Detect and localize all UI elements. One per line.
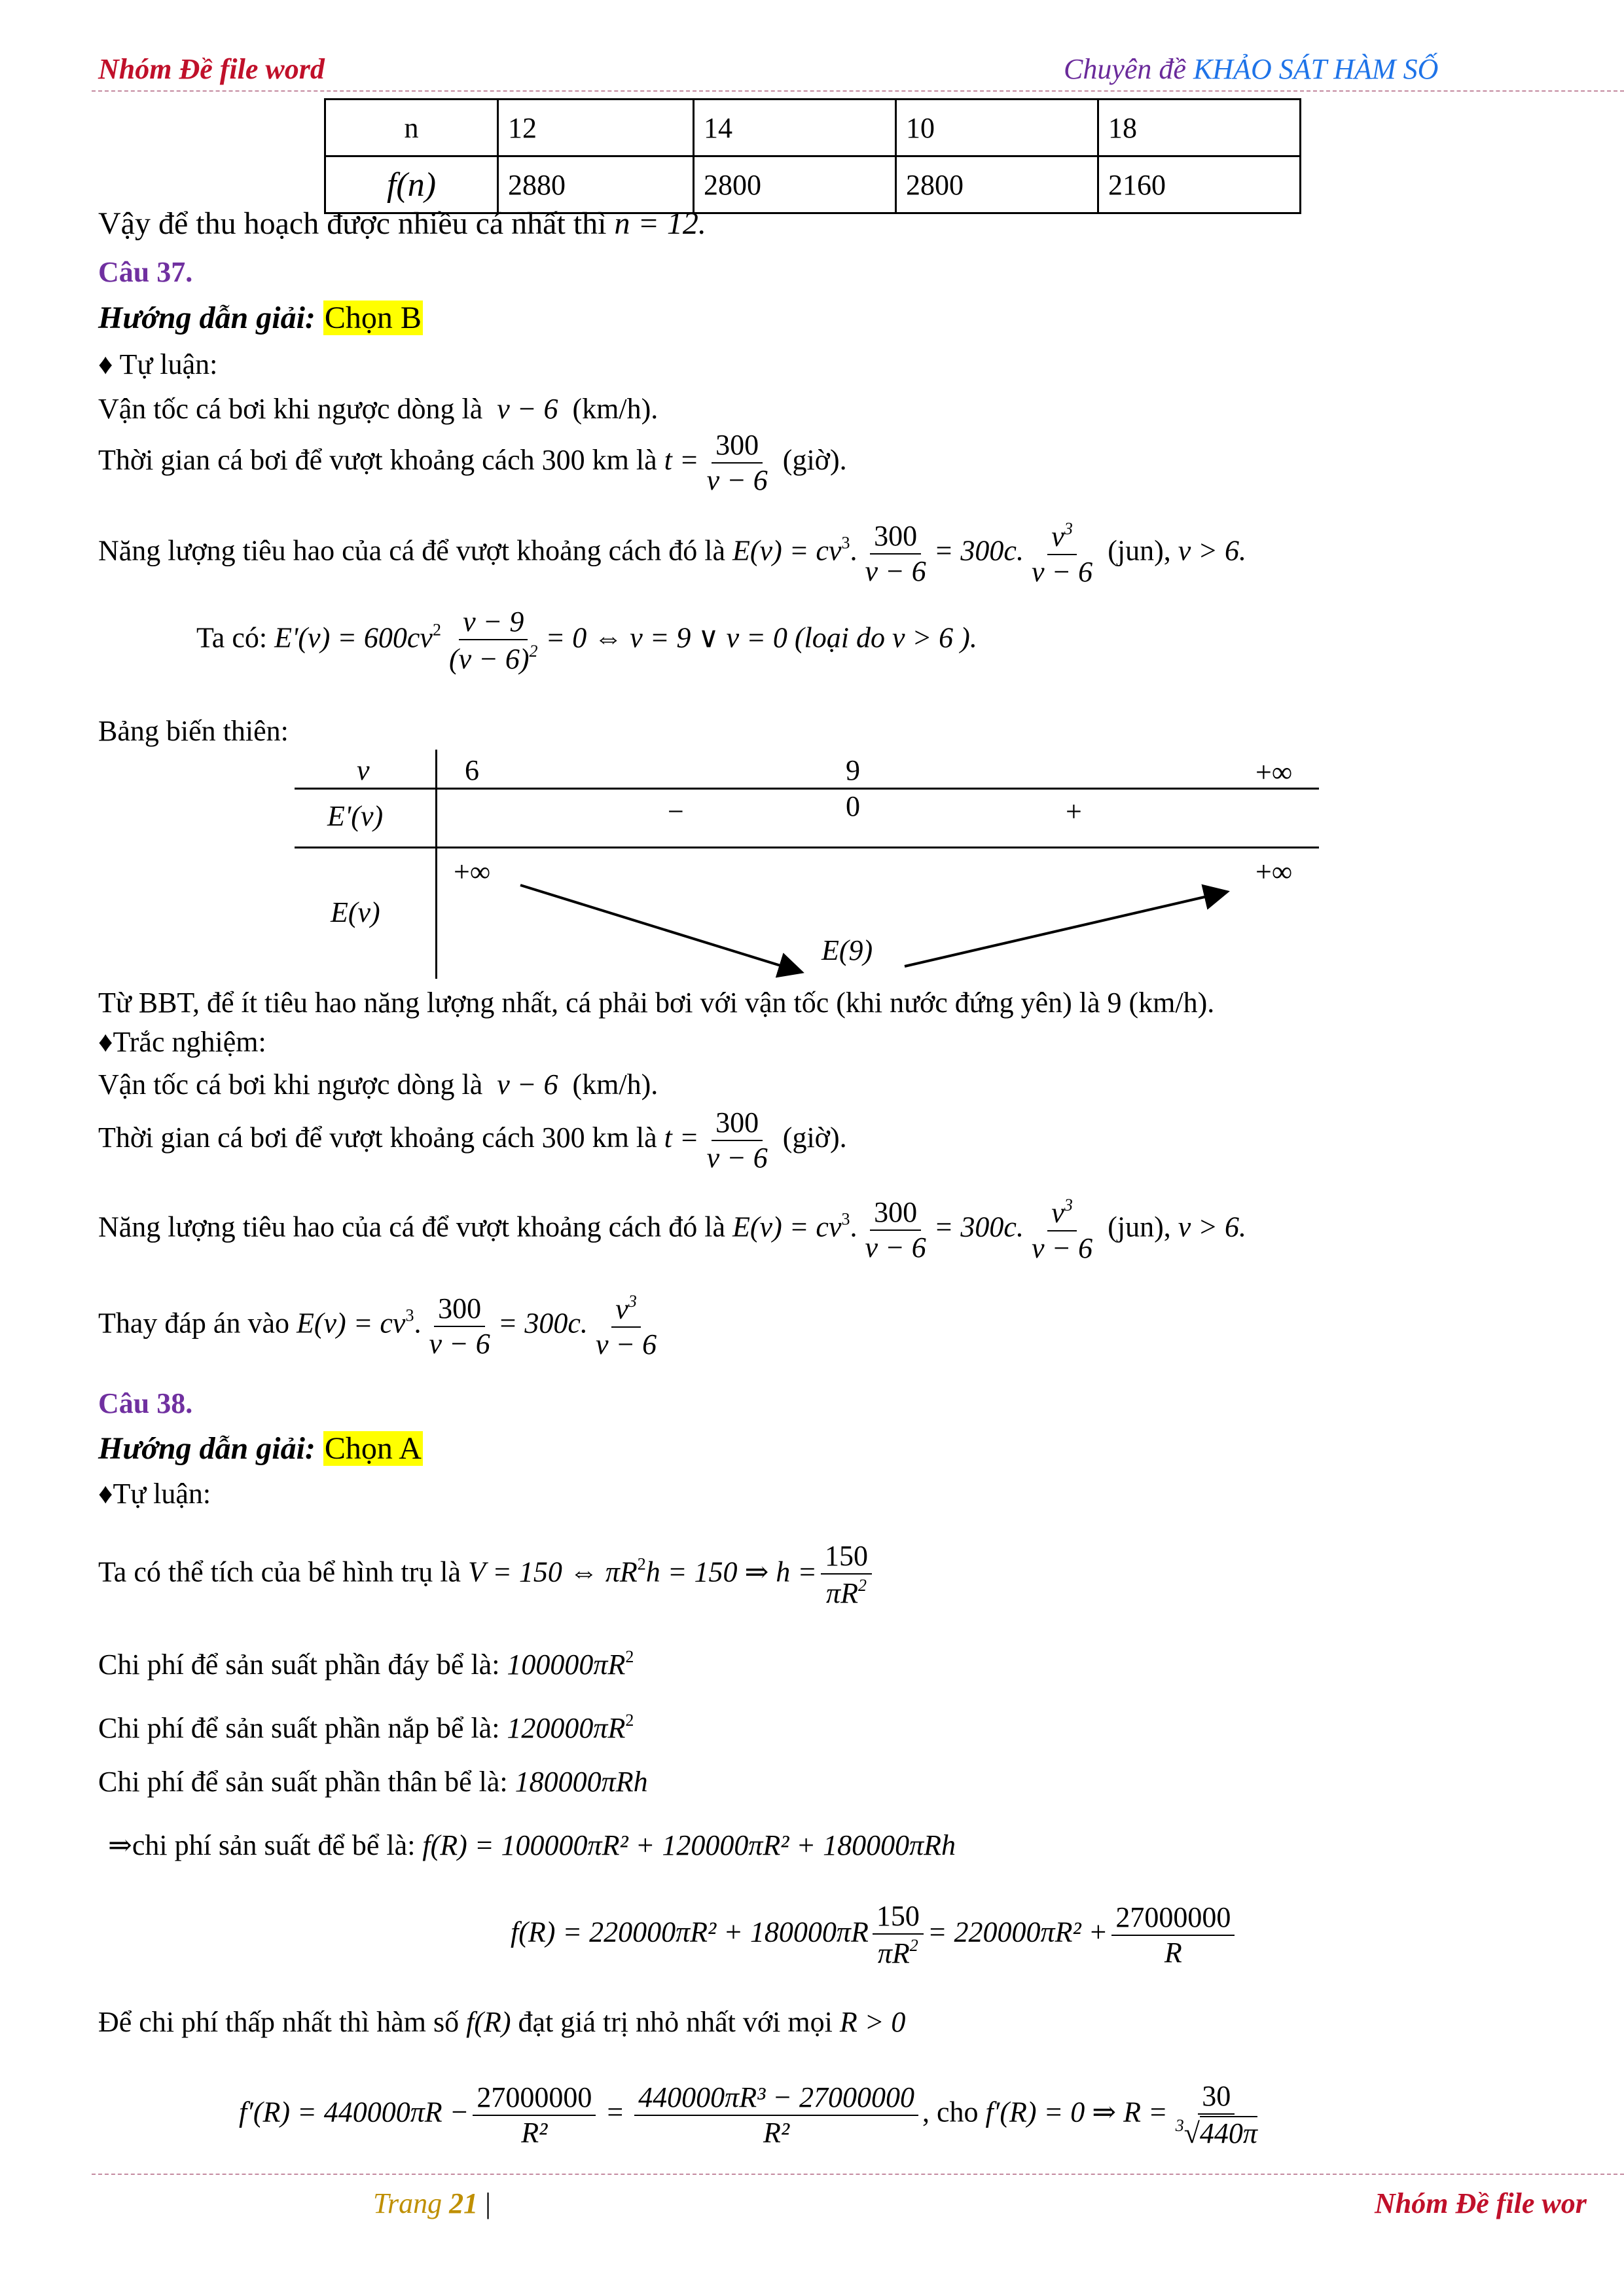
- cost-body-value: 180000πRh: [514, 1766, 648, 1798]
- footer-divider: [92, 2174, 1624, 2175]
- fR-deriv-frac-2: [634, 2083, 918, 2147]
- volume-math-2: h = 150 ⇒ h =: [645, 1556, 817, 1588]
- table-cell: 2800: [896, 156, 1098, 213]
- substitute-line: Thay đáp án vào $E(v) = cv^3$. $\frac{300}{v - 6}$ = 300c. $\frac{v^3}{v - 6}$: [98, 1293, 664, 1359]
- speed-expr: v − 6: [497, 1068, 558, 1101]
- fR-lhs: f(R) = 220000πR² + 180000πR: [511, 1916, 869, 1948]
- increasing-arrow: [905, 892, 1227, 966]
- volume-math: V = 150 ⇔ πR: [468, 1556, 638, 1588]
- frac-den: R²: [521, 2116, 548, 2149]
- trac-nghiem-37: ♦Trắc nghiệm:: [98, 1026, 266, 1058]
- frac-num: v: [1051, 1197, 1064, 1229]
- table-cell: 12: [498, 100, 694, 156]
- energy-frac-2: $\frac{v^3}{v - 6}$: [1028, 1197, 1096, 1263]
- fR-line: [511, 1902, 1238, 1968]
- frac-num: 300: [870, 522, 921, 555]
- table-cell: 14: [694, 100, 896, 156]
- conclusion-36-text: Vậy để thu hoạch được nhiều cá nhất thì: [98, 206, 615, 241]
- answer-38-badge: Chọn A: [324, 1431, 422, 1466]
- table-cell: 2160: [1098, 156, 1301, 213]
- R-solution-frac: $\frac{30}{^3√440\pi}$: [1175, 2080, 1257, 2149]
- total-cost-math: f(R) = 100000πR² + 120000πR² + 180000πRh: [422, 1829, 956, 1861]
- frac-den: v − 6: [429, 1327, 490, 1360]
- answer-37-badge: Chọn B: [324, 301, 422, 335]
- frac-den: v − 6: [1031, 1232, 1093, 1264]
- unit-jun: (jun),: [1108, 534, 1171, 567]
- fR-frac-1: $\frac{150}{\pi R^2}$: [873, 1902, 924, 1968]
- footer-page: [373, 2187, 491, 2220]
- table-cell: 2880: [498, 156, 694, 213]
- volume-text: Ta có thể tích của bể hình trụ là: [98, 1556, 461, 1588]
- min-fR: f(R): [466, 2006, 511, 2038]
- energy-frac-1: [861, 1195, 929, 1264]
- energy-lhs: E(v) = cv: [732, 534, 842, 567]
- frac-den: πR: [826, 1577, 858, 1609]
- fR-frac-2: [1111, 1903, 1235, 1967]
- energy-cond: v > 6.: [1178, 1211, 1246, 1243]
- energy-text: Năng lượng tiêu hao của cá để vượt khoảng cách đó là: [98, 534, 726, 567]
- frac-num: 440000πR³ − 27000000: [634, 2083, 918, 2116]
- frac-num: 300: [870, 1198, 921, 1231]
- bbt-dE-zero: 0: [846, 790, 860, 822]
- bbt-v-start: 6: [465, 754, 479, 786]
- energy-mid: = 300c.: [933, 534, 1024, 567]
- bbt-arrows: [0, 0, 1624, 982]
- footer-page-label: Trang: [373, 2187, 450, 2219]
- cost-body-line: [98, 1768, 648, 1796]
- speed-text: Vận tốc cá bơi khi ngược dòng là: [98, 1068, 483, 1101]
- energy-cond: v > 6.: [1178, 534, 1246, 567]
- frac-den: v − 6: [595, 1328, 657, 1360]
- bbt-E-min: E(9): [821, 934, 873, 966]
- decreasing-arrow: [520, 885, 802, 972]
- energy-line-1: Năng lượng tiêu hao của cá để vượt khoảng cách đó là $E(v) = cv^3$. $\frac{300}{v - 6}$ = 300c. $\frac{v^3}{v - 6}$ (jun), v > 6.: [98, 519, 1246, 588]
- min-cond: R > 0: [839, 2006, 906, 2038]
- table-cell: 10: [896, 100, 1098, 156]
- bbt-v-label: v: [357, 754, 370, 786]
- tu-luan-38: ♦Tự luận:: [98, 1478, 211, 1510]
- frac-den: v − 6: [706, 1142, 768, 1174]
- cost-bottom-value: 100000πR: [507, 1649, 626, 1681]
- deriv-rhs: = 0 ⇔ v = 9 ∨ v = 0 (loại do v > 6 ).: [545, 621, 977, 654]
- footer-separator: |: [485, 2187, 491, 2219]
- cost-bottom-text: Chi phí để sản suất phần đáy bể là:: [98, 1649, 500, 1681]
- table-cell: f(n): [325, 156, 498, 213]
- frac-num: 30: [1198, 2082, 1235, 2115]
- frac-den: R²: [763, 2116, 790, 2149]
- bbt-dE-minus: −: [668, 795, 684, 828]
- frac-num: 150: [873, 1902, 924, 1935]
- unit-kmh: (km/h).: [572, 1068, 659, 1101]
- fR-deriv-frac-1: [473, 2083, 596, 2147]
- energy-line-2: Năng lượng tiêu hao của cá để vượt khoảng cách đó là $E(v) = cv^3$. $\frac{300}{v - 6}$ = 300c. $\frac{v^3}{v - 6}$ (jun), v > 6.: [98, 1195, 1246, 1264]
- unit-gio: (giờ).: [782, 444, 847, 477]
- frac-den: v − 6: [1031, 556, 1093, 588]
- substitute-text: Thay đáp án vào: [98, 1307, 289, 1339]
- frac-num: 27000000: [1111, 1903, 1235, 1936]
- energy-lhs: E(v) = cv: [297, 1307, 406, 1339]
- energy-lhs: E(v) = cv: [732, 1211, 842, 1243]
- footer-right: Nhóm Đề file wor: [1375, 2187, 1587, 2219]
- frac-num: v − 9: [459, 608, 528, 640]
- speed-line-2: [98, 1070, 658, 1099]
- bbt-E-right: +∞: [1255, 856, 1293, 888]
- cost-lid-line: Chi phí để sản suất phần nắp bể là: $120000\pi R^2$: [98, 1711, 634, 1744]
- time-text: Thời gian cá bơi để vượt khoảng cách 300 km là: [98, 444, 657, 477]
- volume-line: Ta có thể tích của bể hình trụ là V = 150 ⇔ $\pi R^2h = 150$ ⇒ h = $\frac{150}{\pi R^2}$: [98, 1542, 876, 1608]
- guide-38: [98, 1430, 423, 1467]
- fR-derivative-line: f′(R) = 440000πR − $\frac{27000000}{\text{R²}}$ = $\frac{\text{440000πR³ − 27000000}}{\text{R²}}$ , cho f′(R) = 0 ⇒ R = $\frac{30}{^3√440\pi}$: [239, 2082, 1265, 2148]
- cost-lid-text: Chi phí để sản suất phần nắp bể là:: [98, 1712, 500, 1744]
- time-lhs: t =: [664, 444, 699, 477]
- frac-den: v − 6: [706, 464, 768, 496]
- taco-label: Ta có:: [196, 621, 268, 654]
- cost-bottom-line: Chi phí để sản suất phần đáy bể là: $100000\pi R^2$: [98, 1647, 634, 1681]
- time-line-2: [98, 1108, 847, 1173]
- min-line: [98, 2008, 905, 2037]
- frac-den: v − 6: [865, 1231, 926, 1264]
- frac-den: R: [1164, 1936, 1182, 1969]
- guide-37-label: Hướng dẫn giải:: [98, 301, 316, 335]
- substitute-frac-2: $\frac{v^3}{v - 6}$: [592, 1293, 660, 1359]
- bbt-dE-plus: +: [1066, 795, 1082, 828]
- total-cost-line: [108, 1831, 956, 1860]
- bbt-v-mid: 9: [846, 754, 860, 786]
- question-37-title: Câu 37.: [98, 256, 193, 288]
- frac-num: v: [615, 1293, 628, 1325]
- conclusion-36-math: n = 12.: [614, 206, 706, 241]
- frac-num: 300: [712, 431, 763, 464]
- cho-text: , cho: [922, 2096, 979, 2128]
- header-right-highlight: KHẢO SÁT HÀM SỐ: [1193, 53, 1439, 85]
- time-text: Thời gian cá bơi để vượt khoảng cách 300 km là: [98, 1121, 657, 1154]
- table-cell: 18: [1098, 100, 1301, 156]
- bbt-E-label: E(v): [331, 896, 380, 928]
- root-body: 440π: [1199, 2117, 1257, 2149]
- fR-deriv-lhs: f′(R) = 440000πR −: [239, 2096, 469, 2128]
- unit-kmh: (km/h).: [572, 393, 659, 425]
- question-38-title: Câu 38.: [98, 1387, 193, 1419]
- min-text-2: đạt giá trị nhỏ nhất với mọi: [518, 2006, 833, 2038]
- bbt-conclusion: Từ BBT, để ít tiêu hao năng lượng nhất, cá phải bơi với vận tốc (khi nước đứng yên) là 9 (km/h).: [98, 987, 1215, 1019]
- frac-den: πR: [877, 1937, 910, 1969]
- energy-text: Năng lượng tiêu hao của cá để vượt khoảng cách đó là: [98, 1211, 726, 1243]
- energy-frac-2: $\frac{v^3}{v - 6}$: [1028, 520, 1096, 587]
- energy-mid: = 300c.: [497, 1307, 588, 1339]
- frac-num: 27000000: [473, 2083, 596, 2116]
- total-cost-text: ⇒chi phí sản suất để bể là:: [108, 1829, 416, 1861]
- speed-text: Vận tốc cá bơi khi ngược dòng là: [98, 393, 483, 425]
- header-left: Nhóm Đề file word: [98, 53, 325, 85]
- unit-gio: (giờ).: [782, 1121, 847, 1154]
- cost-body-text: Chi phí để sản suất phần thân bể là:: [98, 1766, 508, 1798]
- frac-den: (v − 6): [448, 643, 530, 675]
- substitute-frac-1: [425, 1294, 494, 1358]
- deriv-frac: $\frac{v - 9}{(v - 6)^2}$: [448, 606, 538, 675]
- min-text: Để chi phí thấp nhất thì hàm số: [98, 2006, 460, 2038]
- frac-num: v: [1051, 520, 1064, 553]
- frac-num: 150: [821, 1542, 872, 1575]
- cost-lid-value: 120000πR: [507, 1712, 626, 1744]
- time-lhs: t =: [664, 1121, 699, 1154]
- fR-mid: = 220000πR² +: [927, 1916, 1108, 1948]
- frac-num: 300: [712, 1108, 763, 1141]
- root-index: 3: [1175, 2116, 1184, 2135]
- bbt-title: Bảng biến thiên:: [98, 715, 289, 747]
- header-right-prefix: Chuyên đề: [1064, 53, 1193, 85]
- fR-deriv-zero: f′(R) = 0 ⇒ R =: [985, 2096, 1168, 2128]
- unit-jun: (jun),: [1108, 1211, 1171, 1243]
- bbt-E-left: +∞: [454, 856, 491, 888]
- tu-luan-37: ♦ Tự luận:: [98, 348, 218, 380]
- energy-mid: = 300c.: [933, 1211, 1024, 1243]
- page-number: 21: [449, 2187, 478, 2219]
- bbt-dE-label: E'(v): [327, 800, 384, 832]
- frac-den: v − 6: [865, 555, 926, 587]
- bbt-v-end: +∞: [1255, 756, 1293, 788]
- frac-num: 300: [434, 1294, 485, 1327]
- speed-expr: v − 6: [497, 393, 558, 425]
- volume-frac: $\frac{150}{\pi R^2}$: [821, 1542, 872, 1608]
- deriv-lhs: E'(v) = 600cv: [274, 621, 433, 654]
- time-fraction: [703, 1108, 772, 1173]
- table-cell: n: [325, 100, 498, 156]
- table-cell: 2800: [694, 156, 896, 213]
- guide-38-label: Hướng dẫn giải:: [98, 1431, 316, 1466]
- derivative-37: Ta có: $E'(v) = 600cv^2$ $\frac{v - 9}{(v - 6)^2}$ = 0 ⇔ v = 9 ∨ v = 0 (loại do v > 6 ).: [196, 606, 977, 675]
